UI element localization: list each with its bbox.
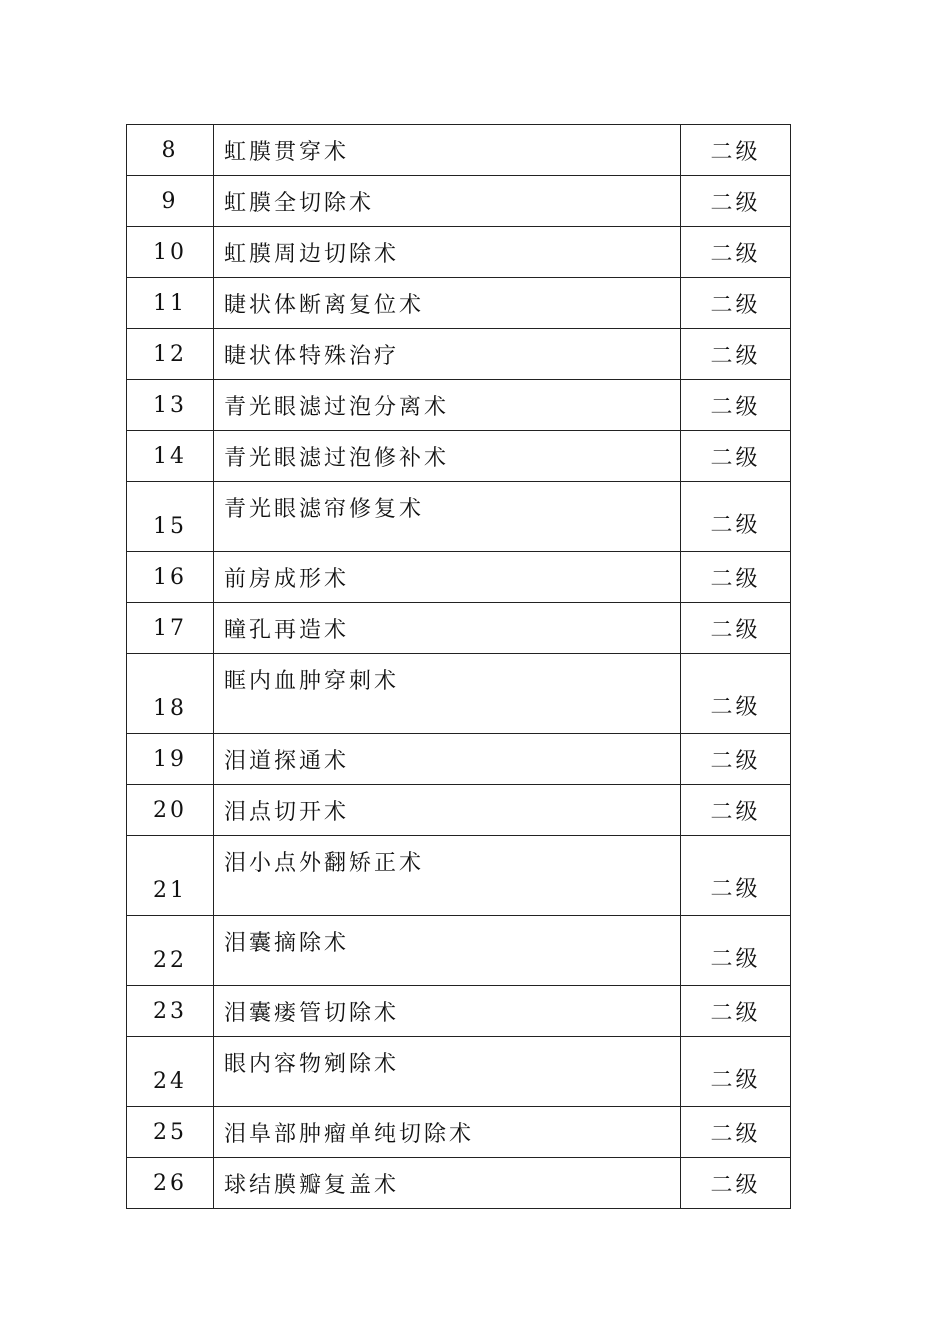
procedure-name: 青光眼滤过泡修补术: [214, 431, 681, 482]
row-number: 23: [127, 986, 214, 1037]
procedure-name: 球结膜瓣复盖术: [214, 1158, 681, 1209]
surgery-level: 二级: [681, 1037, 791, 1107]
table-row: [127, 278, 791, 329]
surgery-level: 二级: [681, 986, 791, 1037]
table-row: [127, 552, 791, 603]
procedure-name: 虹膜贯穿术: [214, 125, 681, 176]
row-number: 9: [127, 176, 214, 227]
procedure-name: 虹膜全切除术: [214, 176, 681, 227]
surgery-level: 二级: [681, 125, 791, 176]
table-row: [127, 654, 791, 734]
surgery-level: 二级: [681, 734, 791, 785]
surgery-level-table: [126, 124, 791, 1209]
row-number: 11: [127, 278, 214, 329]
table-row: [127, 1107, 791, 1158]
row-number: 15: [127, 482, 214, 552]
table-row: [127, 986, 791, 1037]
surgery-level: 二级: [681, 1107, 791, 1158]
table-row: [127, 1037, 791, 1107]
row-number: 18: [127, 654, 214, 734]
row-number: 16: [127, 552, 214, 603]
row-number: 24: [127, 1037, 214, 1107]
table-row: [127, 916, 791, 986]
procedure-name: 眶内血肿穿刺术: [214, 654, 681, 734]
procedure-name: 眼内容物剜除术: [214, 1037, 681, 1107]
procedure-name: 瞳孔再造术: [214, 603, 681, 654]
row-number: 12: [127, 329, 214, 380]
table-row: [127, 785, 791, 836]
table-body: [127, 125, 791, 1209]
surgery-level: 二级: [681, 916, 791, 986]
procedure-name: 泪点切开术: [214, 785, 681, 836]
surgery-level: 二级: [681, 431, 791, 482]
table-row: [127, 734, 791, 785]
surgery-level: 二级: [681, 785, 791, 836]
surgery-level: 二级: [681, 1158, 791, 1209]
surgery-level: 二级: [681, 176, 791, 227]
table-row: [127, 176, 791, 227]
surgery-level: 二级: [681, 329, 791, 380]
row-number: 21: [127, 836, 214, 916]
row-number: 13: [127, 380, 214, 431]
procedure-name: 睫状体特殊治疗: [214, 329, 681, 380]
row-number: 17: [127, 603, 214, 654]
row-number: 20: [127, 785, 214, 836]
procedure-name: 虹膜周边切除术: [214, 227, 681, 278]
surgery-level: 二级: [681, 836, 791, 916]
row-number: 8: [127, 125, 214, 176]
row-number: 10: [127, 227, 214, 278]
procedure-name: 泪小点外翻矫正术: [214, 836, 681, 916]
table-row: [127, 431, 791, 482]
procedure-name: 青光眼滤过泡分离术: [214, 380, 681, 431]
surgery-level: 二级: [681, 380, 791, 431]
procedure-name: 青光眼滤帘修复术: [214, 482, 681, 552]
row-number: 19: [127, 734, 214, 785]
procedure-name: 泪道探通术: [214, 734, 681, 785]
surgery-level: 二级: [681, 654, 791, 734]
table-row: [127, 603, 791, 654]
row-number: 26: [127, 1158, 214, 1209]
procedure-name: 睫状体断离复位术: [214, 278, 681, 329]
surgery-level: 二级: [681, 603, 791, 654]
procedure-name: 泪囊摘除术: [214, 916, 681, 986]
table-row: [127, 329, 791, 380]
procedure-name: 泪囊瘘管切除术: [214, 986, 681, 1037]
procedure-name: 泪阜部肿瘤单纯切除术: [214, 1107, 681, 1158]
procedure-name: 前房成形术: [214, 552, 681, 603]
table-row: [127, 1158, 791, 1209]
row-number: 14: [127, 431, 214, 482]
surgery-level: 二级: [681, 278, 791, 329]
surgery-level: 二级: [681, 552, 791, 603]
row-number: 22: [127, 916, 214, 986]
surgery-level: 二级: [681, 482, 791, 552]
table-row: [127, 227, 791, 278]
table-row: [127, 125, 791, 176]
surgery-level: 二级: [681, 227, 791, 278]
row-number: 25: [127, 1107, 214, 1158]
table-row: [127, 380, 791, 431]
table-row: [127, 482, 791, 552]
table-row: [127, 836, 791, 916]
